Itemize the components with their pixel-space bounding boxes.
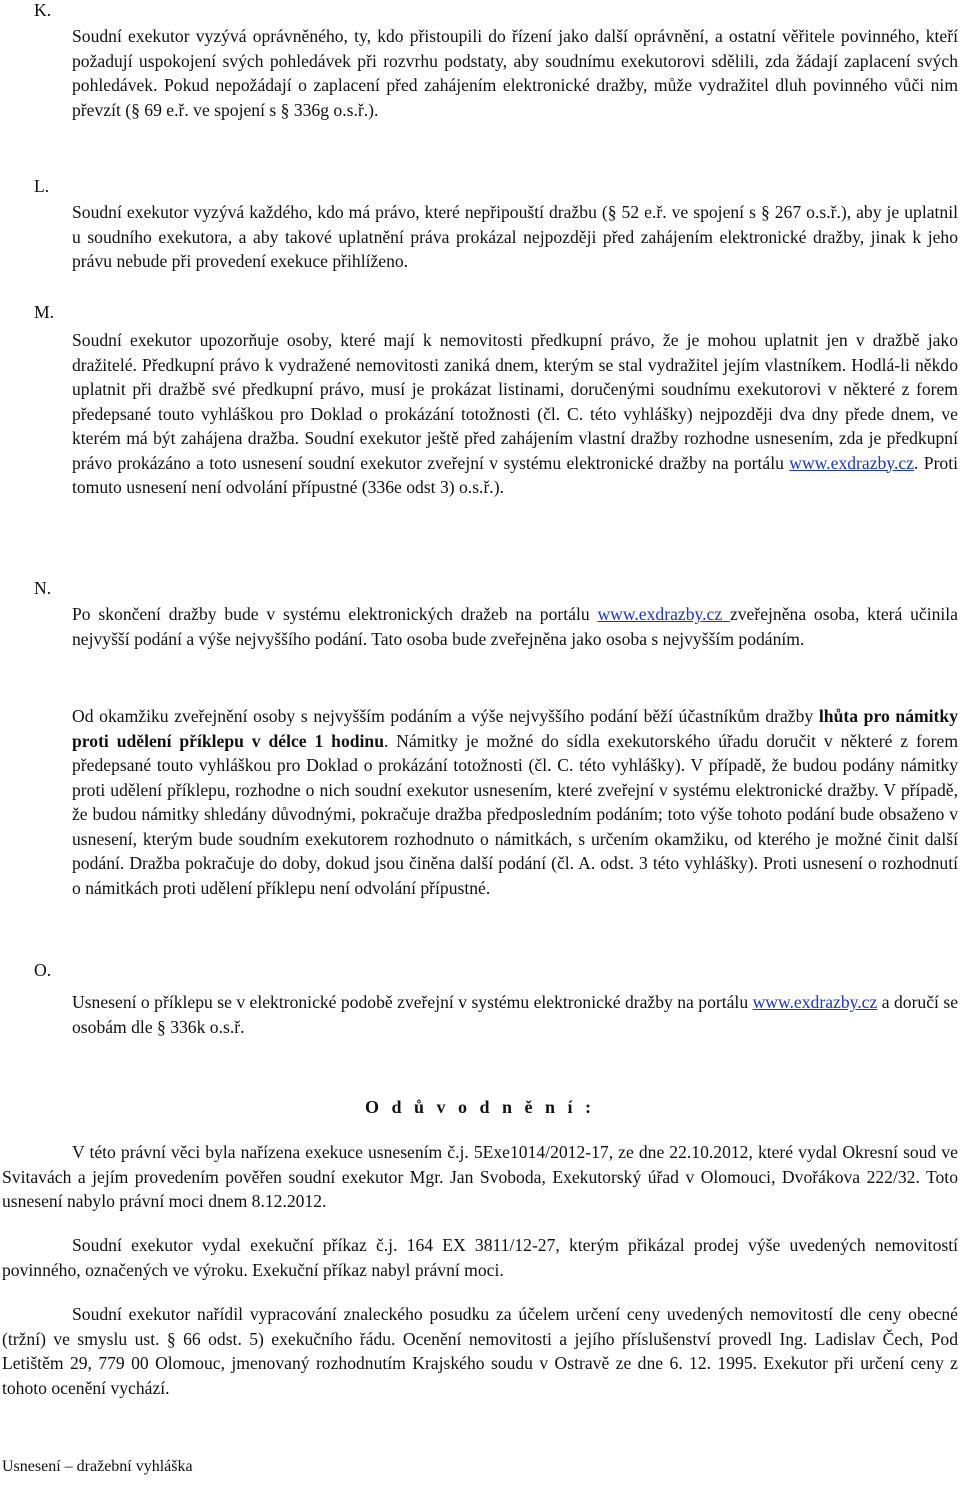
- section-o-text-before: Usnesení o příklepu se v elektronické podobě zveřejní v systému elektronické dražby na portálu: [72, 992, 753, 1012]
- section-n-p1-after: zveřejněna osoba, která učinila nejvyšší podání a výše nejvyššího podání. Tato osoba bude zveřejněna jako osoba s nejvyšším podáním.: [72, 604, 958, 649]
- section-k-text: Soudní exekutor vyzývá oprávněného, ty, kdo přistoupili do řízení jako další oprávnění, a ostatní věřitele povinného, kteří požadují uspokojení svých pohledávek při rozvrhu podstaty, aby soudnímu exekutorovi sdělili, zda žádají zaplacení svých pohledávek. Pokud nepožádají o zaplacení před zahájením elektronické dražby, může vydražitel dluh povinného vůči nim převzít (§ 69 e.ř. ve spojení s § 336g o.s.ř.).: [72, 26, 958, 120]
- objection-deadline-text: lhůta pro námitky proti udělení příklepu v délce 1 hodinu: [72, 706, 958, 751]
- section-n-paragraph-1: [72, 602, 958, 651]
- section-letter-n: N.: [34, 578, 52, 598]
- section-n-p2-before: Od okamžiku zveřejnění osoby s nejvyšším podáním a výše nejvyššího podání běží účastníkům dražby: [72, 706, 819, 726]
- section-m-text-before: Soudní exekutor upozorňuje osoby, které mají k nemovitosti předkupní právo, že je mohou uplatnit jen v dražbě jako dražitelé. Předkupní právo k vydražené nemovitosti zaniká dnem, kterým se stal vydražitel jejím vlastníkem. Hodlá-li někdo uplatnit při dražbě své předkupní právo, musí je prokázat listinami, doručenými soudnímu exekutorovi v některé z forem předepsané touto vyhláškou pro Doklad o prokázání totožnosti (čl. C. této vyhlášky) nejpozději dva dny přede dnem, ve kterém má být zahájena dražba. Soudní exekutor ještě před zahájením vlastní dražby rozhodne usnesením, zda je předkupní právo prokázáno a toto usnesení soudní exekutor zveřejní v systému elektronické dražby na portálu: [72, 330, 958, 473]
- exdrazby-link-o[interactable]: www.exdrazby.cz: [752, 992, 878, 1012]
- exdrazby-link-n[interactable]: www.exdrazby.cz: [597, 604, 730, 624]
- exdrazby-link-m[interactable]: www.exdrazby.cz: [789, 452, 914, 473]
- section-m-text: [72, 328, 958, 500]
- section-l-text: Soudní exekutor vyzývá každého, kdo má právo, které nepřipouští dražbu (§ 52 e.ř. ve spojení s § 267 o.s.ř.), aby je uplatnil u soudního exekutora, a aby takové uplatnění práva prokázal nejpozději před zahájením elektronické dražby, jinak k jeho právu nebude při provedení exekuce přihlíženo.: [72, 202, 958, 271]
- reasoning-paragraph-1: [2, 1140, 958, 1214]
- section-n-p2-after: . Námitky je možné do sídla exekutorského úřadu doručit v některé z forem předepsané touto vyhláškou pro Doklad o prokázání totožnosti (čl. C. této vyhlášky). V případě, že budou podány námitky proti udělení příklepu, rozhodne o nich soudní exekutor usnesením, které zveřejní v systému elektronické dražby. V případě, že budou námitky shledány důvodnými, pokračuje dražba předposledním podáním; toto výše tohoto podání bude obsaženo v usnesení, kterým bude soudním exekutorem rozhodnuto o námitkách, s určením okamžiku, od kterého je možné činit další podání. Dražba pokračuje do doby, dokud jsou činěna další podání (čl. A. odst. 3 této vyhlášky). Proti usnesení o rozhodnutí o námitkách proti udělení příklepu není odvolání přípustné.: [72, 730, 958, 898]
- section-m-text-after: . Proti tomuto usnesení není odvolání přípustné (336e odst 3) o.s.ř.).: [72, 452, 958, 497]
- section-n-paragraph-2: [72, 704, 958, 900]
- section-o-text: [72, 990, 958, 1039]
- reasoning-p1-text: V této právní věci byla nařízena exekuce usnesením č.j. 5Exe1014/2012-17, ze dne 22.10.2012, které vydal Okresní soud ve Svitavách a jejím provedením pověřen soudní exekutor Mgr. Jan Svoboda, Exekutorský úřad v Olomouci, Dvořákova 222/32. Toto usnesení nabylo právní moci dnem 8.12.2012.: [2, 1142, 958, 1211]
- reasoning-p3-text: Soudní exekutor nařídil vypracování znaleckého posudku za účelem určení ceny uvedených nemovitostí dle ceny obecné (tržní) ve smyslu ust. § 66 odst. 5) exekučního řádu. Ocenění nemovitosti a jejího příslušenství provedl Ing. Ladislav Čech, Pod Letištěm 29, 779 00 Olomouc, jmenovaný rozhodnutím Krajského soudu v Ostravě ze dne 6. 12. 1995. Exekutor při určení ceny z tohoto ocenění vychází.: [2, 1304, 958, 1398]
- reasoning-p2-text: Soudní exekutor vydal exekuční příkaz č.j. 164 EX 3811/12-27, kterým přikázal prodej výše uvedených nemovitostí povinného, označených ve výroku. Exekuční příkaz nabyl právní moci.: [2, 1235, 958, 1280]
- section-letter-k: K.: [34, 0, 52, 20]
- section-letter-m: M.: [34, 302, 55, 322]
- section-n-p1-before: Po skončení dražby bude v systému elektronických dražeb na portálu: [72, 604, 598, 624]
- reasoning-heading: O d ů v o d n ě n í :: [364, 1097, 596, 1117]
- reasoning-paragraph-2: [2, 1233, 958, 1282]
- section-letter-o: O.: [34, 960, 52, 980]
- reasoning-paragraph-3: [2, 1302, 958, 1400]
- section-letter-l: L.: [34, 176, 50, 196]
- section-o-text-after: a doručí se osobám dle § 336k o.s.ř.: [72, 992, 959, 1037]
- page-footer: Usnesení – dražební vyhláška: [2, 1458, 193, 1475]
